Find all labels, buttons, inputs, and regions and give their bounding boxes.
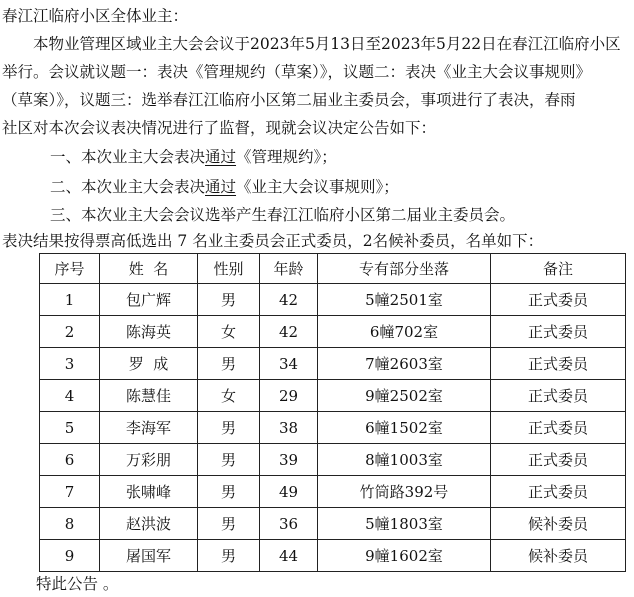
resolution-item-3: 三、本次业主大会会议选举产生春江江临府小区第二届业主委员会。 [50,206,516,224]
cell-name: 赵洪波 [100,508,198,540]
table-row [40,284,626,316]
cell-unit: 6幢702室 [318,316,491,348]
item-1-prefix: 一、本次业主大会表决 [50,148,206,166]
cell-unit: 5幢2501室 [318,284,491,316]
table-row [40,316,626,348]
cell-index: 5 [40,412,100,444]
cell-remark: 正式委员 [491,284,626,316]
table-row [40,412,626,444]
cell-index: 2 [40,316,100,348]
resolution-item-1 [50,147,337,167]
cell-name: 陈慧佳 [100,380,198,412]
table-header-row [40,254,626,284]
cell-remark: 正式委员 [491,412,626,444]
cell-name: 李海军 [100,412,198,444]
cell-age: 42 [260,284,318,316]
table-row [40,444,626,476]
cell-index: 8 [40,508,100,540]
table-row [40,540,626,572]
cell-unit: 9幢1602室 [318,540,491,572]
cell-unit: 8幢1003室 [318,444,491,476]
cell-gender: 女 [198,316,260,348]
resolution-item-2 [50,177,399,197]
cell-age: 39 [260,444,318,476]
cell-name: 万彩朋 [100,444,198,476]
cell-unit: 5幢1803室 [318,508,491,540]
paragraph-line-1: 本物业管理区域业主大会会议于2023年5月13日至2023年5月22日在春江江临府小区 [33,35,621,53]
table-row [40,476,626,508]
paragraph-line-3: （草案）》，议题三：选举春江江临府小区第二届业主委员会，事项进行了表决，春雨 [2,91,576,109]
item-1-suffix: 《管理规约》； [236,148,337,166]
closing-text: 特此公告 。 [36,575,119,593]
cell-gender: 男 [198,508,260,540]
committee-members-table [39,253,626,572]
cell-name: 张啸峰 [100,476,198,508]
header-remark: 备注 [491,254,626,284]
header-gender: 性别 [198,254,260,284]
header-index: 序号 [40,254,100,284]
cell-index: 7 [40,476,100,508]
cell-index: 3 [40,348,100,380]
cell-name: 屠国军 [100,540,198,572]
cell-age: 34 [260,348,318,380]
cell-unit: 竹筒路392号 [318,476,491,508]
paragraph-line-2: 举行。会议就议题一：表决《管理规约（草案）》，议题二：表决《业主大会议事规则》 [2,63,592,81]
cell-gender: 男 [198,284,260,316]
table-row [40,380,626,412]
cell-name: 陈海英 [100,316,198,348]
cell-name: 罗 成 [100,348,198,380]
cell-age: 29 [260,380,318,412]
cell-remark: 候补委员 [491,540,626,572]
cell-remark: 正式委员 [491,476,626,508]
cell-index: 1 [40,284,100,316]
header-unit: 专有部分坐落 [318,254,491,284]
salutation: 春江江临府小区全体业主： [2,7,189,25]
cell-unit: 6幢1502室 [318,412,491,444]
cell-gender: 男 [198,444,260,476]
cell-index: 9 [40,540,100,572]
table-row [40,508,626,540]
item-2-suffix: 《业主大会议事规则》； [236,178,399,196]
header-age: 年龄 [260,254,318,284]
cell-remark: 正式委员 [491,348,626,380]
cell-gender: 男 [198,348,260,380]
result-summary: 表决结果按得票高低选出 7 名业主委员会正式委员，2名候补委员，名单如下： [2,232,544,250]
cell-remark: 正式委员 [491,316,626,348]
cell-unit: 7幢2603室 [318,348,491,380]
cell-index: 4 [40,380,100,412]
cell-unit: 9幢2502室 [318,380,491,412]
cell-index: 6 [40,444,100,476]
item-2-prefix: 二、本次业主大会表决 [50,178,206,196]
cell-age: 44 [260,540,318,572]
cell-name: 包广辉 [100,284,198,316]
table-row [40,348,626,380]
paragraph-line-4: 社区对本次会议表决情况进行了监督，现就会议决定公告如下： [2,119,437,137]
cell-remark: 正式委员 [491,444,626,476]
cell-gender: 男 [198,540,260,572]
cell-age: 36 [260,508,318,540]
cell-gender: 男 [198,476,260,508]
item-2-result: 通过 [205,178,237,196]
item-1-result: 通过 [205,148,237,166]
cell-gender: 女 [198,380,260,412]
cell-age: 49 [260,476,318,508]
cell-gender: 男 [198,412,260,444]
cell-age: 42 [260,316,318,348]
cell-age: 38 [260,412,318,444]
cell-remark: 候补委员 [491,508,626,540]
header-name: 姓 名 [100,254,198,284]
cell-remark: 正式委员 [491,380,626,412]
